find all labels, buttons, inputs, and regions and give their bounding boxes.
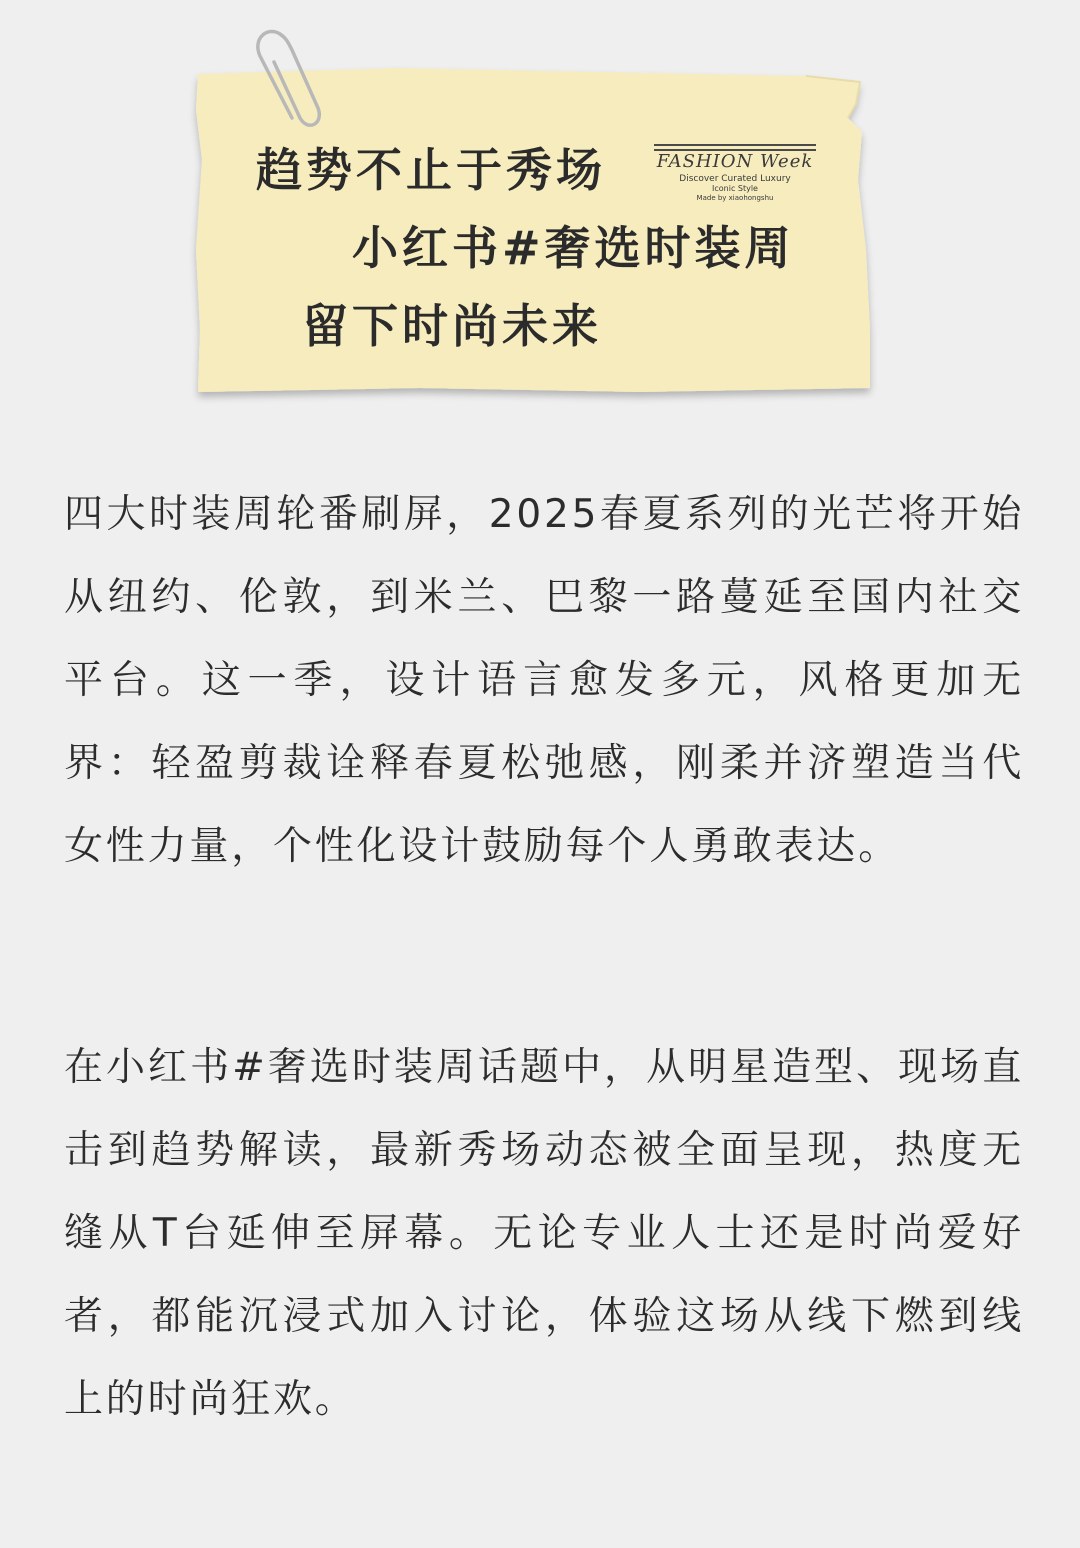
sticky-note (0, 0, 1080, 420)
logo-subtitle-1: Discover Curated Luxury (679, 174, 791, 184)
logo-title: FASHION Week (656, 151, 814, 172)
headline-line3: 留下时尚未来 (302, 299, 602, 353)
headline-line2: 小红书#奢选时装周 (352, 221, 795, 275)
body-paragraph-1: 四大时装周轮番刷屏，2025春夏系列的光芒将开始从纽约、伦敦，到米兰、巴黎一路蔓延至国内社交平台。这一季，设计语言愈发多元，风格更加无界：轻盈剪裁诠释春夏松弛感，刚柔并济塑造当代女性力量，个性化设计鼓励每个人勇敢表达。 (64, 492, 1024, 869)
fashion-week-logo (654, 144, 816, 204)
logo-subtitle-2: Iconic Style (712, 184, 758, 193)
logo-rule-top (654, 144, 816, 146)
body-paragraph-2: 在小红书#奢选时装周话题中，从明星造型、现场直击到趋势解读，最新秀场动态被全面呈现，热度无缝从T台延伸至屏幕。无论专业人士还是时尚爱好者，都能沉浸式加入讨论，体验这场从线下燃到线上的时尚狂欢。 (64, 1045, 1024, 1422)
headline-line1: 趋势不止于秀场 (256, 143, 606, 197)
sticky-note-paper (0, 0, 1080, 420)
logo-subtitle-3: Made by xiaohongshu (696, 194, 774, 202)
